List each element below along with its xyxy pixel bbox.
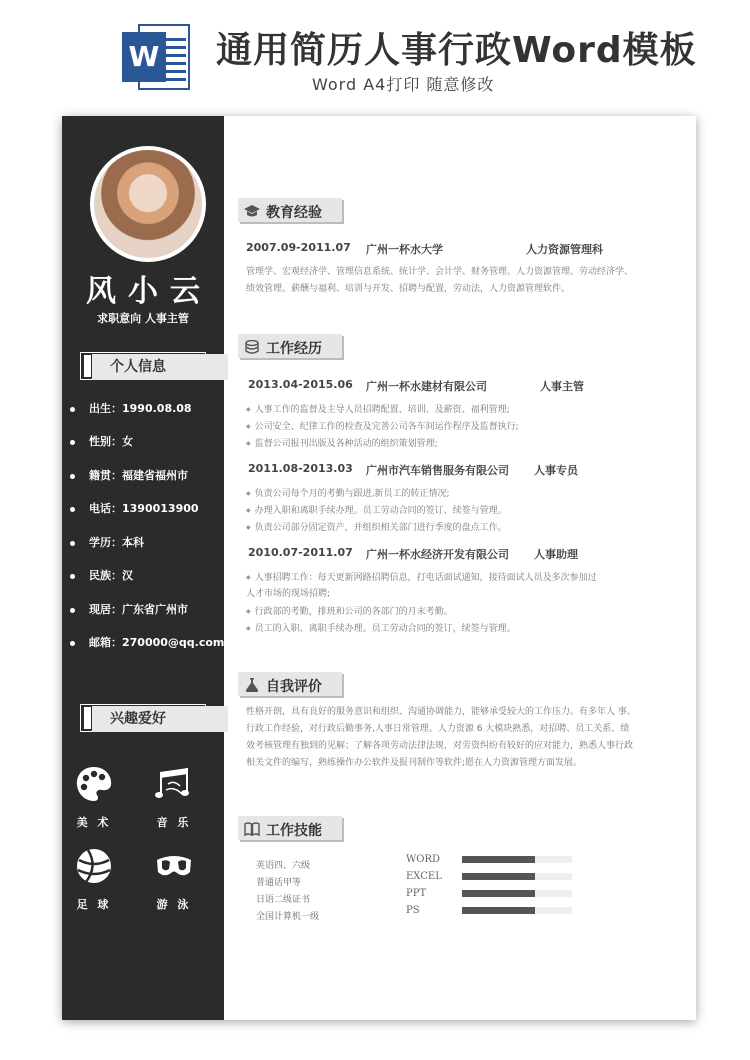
self-eval-heading: 自我评价 [238,672,346,698]
self-eval-line: 相关文件的编写，熟练操作办公软件及报刊制作等软件;愿在人力资源管理方面发展。 [246,758,583,768]
info-hometown: 籍贯：福建省福州市 [70,467,188,483]
skill-bar [462,907,572,914]
job-3-bullet: ◆ 员工的入职、离职手续办理。员工劳动合同的签订，续签与管理。 [246,620,516,638]
cert-item: 日语二级证书 [256,895,311,905]
banner-title: 通用简历人事行政Word模板 [216,30,697,71]
cert-item: 普通话甲等 [256,878,302,888]
personal-info-heading: 个人信息 [80,352,230,380]
skill-name: PS [406,905,420,916]
self-eval-line: 效考核管理有独到的见解；了解各项劳动法律法规，对劳资纠纷有较好的应对能力，熟悉人事行政 [246,741,634,751]
job-2-bullet: ◆ 负责公司部分固定资产，并组织相关部门进行季度的盘点工作。 [246,519,507,537]
job-1-bullet: ◆ 人事工作的监督及主导人员招聘配置、培训、及薪资、福利管理; [246,401,510,419]
ball-icon [74,846,114,886]
hobby-music: 音 乐 [144,764,204,830]
document-banner [0,0,750,104]
self-eval-line: 行政工作经验，对行政后勤事务,人事日常管理、人力资源 6 大模块熟悉，对招聘、员工关系、绩 [246,724,630,734]
resume-page [62,116,696,1020]
cert-item: 全国计算机一级 [256,912,320,922]
job-2-title: 人事专员 [534,464,578,477]
job-3-bullet: ◆ 行政部的考勤，排班和公司的各部门的月末考勤。 [246,603,453,621]
graduation-cap-icon [244,203,260,217]
hobby-art: 美 术 [64,764,124,830]
database-icon [244,339,260,353]
swim-goggles-icon [154,846,194,886]
info-residence: 现居：广东省广州市 [70,601,188,617]
candidate-name: 风小云 [86,274,212,309]
skill-bar-fill [462,856,535,863]
education-period: 2007.09-2011.07 [246,241,351,254]
cert-item: 英语四、六级 [256,861,311,871]
skill-bar [462,873,572,880]
hobbies-heading: 兴趣爱好 [80,704,230,732]
skills-heading: 工作技能 [238,816,346,842]
job-2-period: 2011.08-2013.03 [248,462,353,475]
education-courses-line1: 管理学、宏观经济学、管理信息系统、统计学、会计学、财务管理、人力资源管理、劳动经济学、 [246,267,634,277]
education-heading: 教育经验 [238,198,346,224]
job-3-bullet-continuation: 人才市场的现场招聘; [246,589,331,599]
info-birth: 出生：1990.08.08 [70,400,192,416]
job-3-company: 广州一杯水经济开发有限公司 [366,548,509,561]
skill-name: EXCEL [406,871,442,882]
flask-icon [244,677,260,691]
education-courses-line2: 绩效管理、薪酬与福利、培训与开发、招聘与配置，劳动法，人力资源管理软件。 [246,284,571,294]
hobby-swimming: 游 泳 [144,846,204,912]
info-phone: 电话：1390013900 [70,500,199,516]
info-ethnicity: 民族：汉 [70,567,133,583]
music-notes-icon [154,764,194,804]
job-1-period: 2013.04-2015.06 [248,378,353,391]
banner-subtitle: Word A4打印 随意修改 [312,75,495,94]
profile-photo [94,150,202,258]
info-email: 邮箱：270000@qq.com [70,634,224,650]
job-2-company: 广州市汽车销售服务有限公司 [366,464,509,477]
skill-name: WORD [406,854,441,865]
job-3-period: 2010.07-2011.07 [248,546,353,559]
resume-sidebar [62,116,224,1020]
education-major: 人力资源管理科 [526,243,603,256]
job-1-bullet: ◆ 公司安全、纪律工作的检查及完善公司各车间运作程序及监督执行; [246,418,519,436]
info-gender: 性别：女 [70,433,133,449]
job-1-title: 人事主管 [540,380,584,393]
job-2-bullet: ◆ 负责公司每个月的考勤与跟进,新员工的转正情况; [246,485,450,503]
hobby-football: 足 球 [64,846,124,912]
job-2-bullet: ◆ 办理入职和离职手续办理。员工劳动合同的签订、续签与管理。 [246,502,507,520]
palette-icon [74,764,114,804]
skill-bar [462,856,572,863]
open-book-icon [244,821,260,835]
job-1-bullet: ◆ 监督公司报刊出版及各种活动的组织策划管理; [246,435,438,453]
education-school: 广州一杯水大学 [366,243,443,256]
info-education: 学历：本科 [70,534,144,550]
skill-name: PPT [406,888,427,899]
self-eval-line: 性格开朗，具有良好的服务意识和组织、沟通协调能力，能够承受较大的工作压力。有多年人 事、 [246,707,636,717]
job-intent: 求职意向 人事主管 [97,312,189,325]
word-logo-icon: W [122,22,192,92]
work-heading: 工作经历 [238,334,346,360]
skill-bar [462,890,572,897]
job-3-bullet: ◆ 人事招聘工作：每天更新网路招聘信息，打电话面试通知，接待面试人员及多次参加过 [246,569,597,587]
resume-main [224,116,696,1020]
job-3-title: 人事助理 [534,548,578,561]
skill-bar-fill [462,907,535,914]
skill-bar-fill [462,873,535,880]
job-1-company: 广州一杯水建材有限公司 [366,380,487,393]
avatar [90,146,206,262]
skill-bar-fill [462,890,535,897]
